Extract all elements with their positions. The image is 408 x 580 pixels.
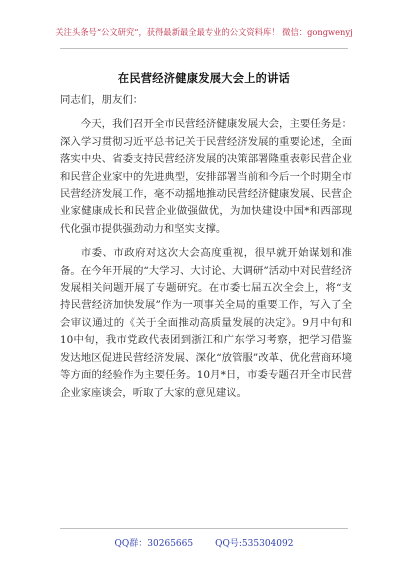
greeting: 同志们，朋友们： [60,94,144,106]
document-title: 在民营经济健康发展大会上的讲话 [117,71,291,85]
document-body [60,92,352,409]
footer-qq-number: QQ号:535304092 [215,539,294,549]
footer-qq-group: QQ群：30265665 [114,539,194,549]
footer-divider [60,528,348,529]
header-divider [60,48,348,49]
page-footer [0,536,408,549]
body-paragraph-2: 市委、市政府对这次大会高度重视，很早就开始谋划和准备。在今年开展的“大学习、大讨论、大调研”活动中对民营经济发展相关问题开展了专题研究。在市委七届五次全会上，将“支持民营经济加快发展”作为一项事关全局的重要工作，写入了全会审议通过的《关于全面推动高质量发展的决定》。9月中旬和10中旬，我市党政代表团到浙江和广东学习考察，把学习借鉴发达地区促进民营经济发展、深化“放管服”改革、优化营商环境等方面的经验作为主要任务。10月*日，市委专题召开全市民营企业家座谈会，听取了大家的意见建议。 [60,247,352,399]
page-header-promo: 关注头条号“公文研究”，获得最新最全最专业的公文资料库！ 微信：gongwenyj [55,27,353,37]
body-paragraph-1: 今天，我们召开全市民营经济健康发展大会，主要任务是：深入学习贯彻习近平总书记关于民营经济发展的重要论述，全面落实中央、省委支持民营经济发展的决策部署隆重表彰民营企业和民营企业家中的先进典型，安排部署当前和今后一个时期全市民营经济发展工作，毫不动摇地推动民营经济健康发展、民营企业家健康成长和民营企业做强做优，为加快建设中国*和西部现代化强市提供强劲动力和坚实支撑。 [60,118,352,235]
